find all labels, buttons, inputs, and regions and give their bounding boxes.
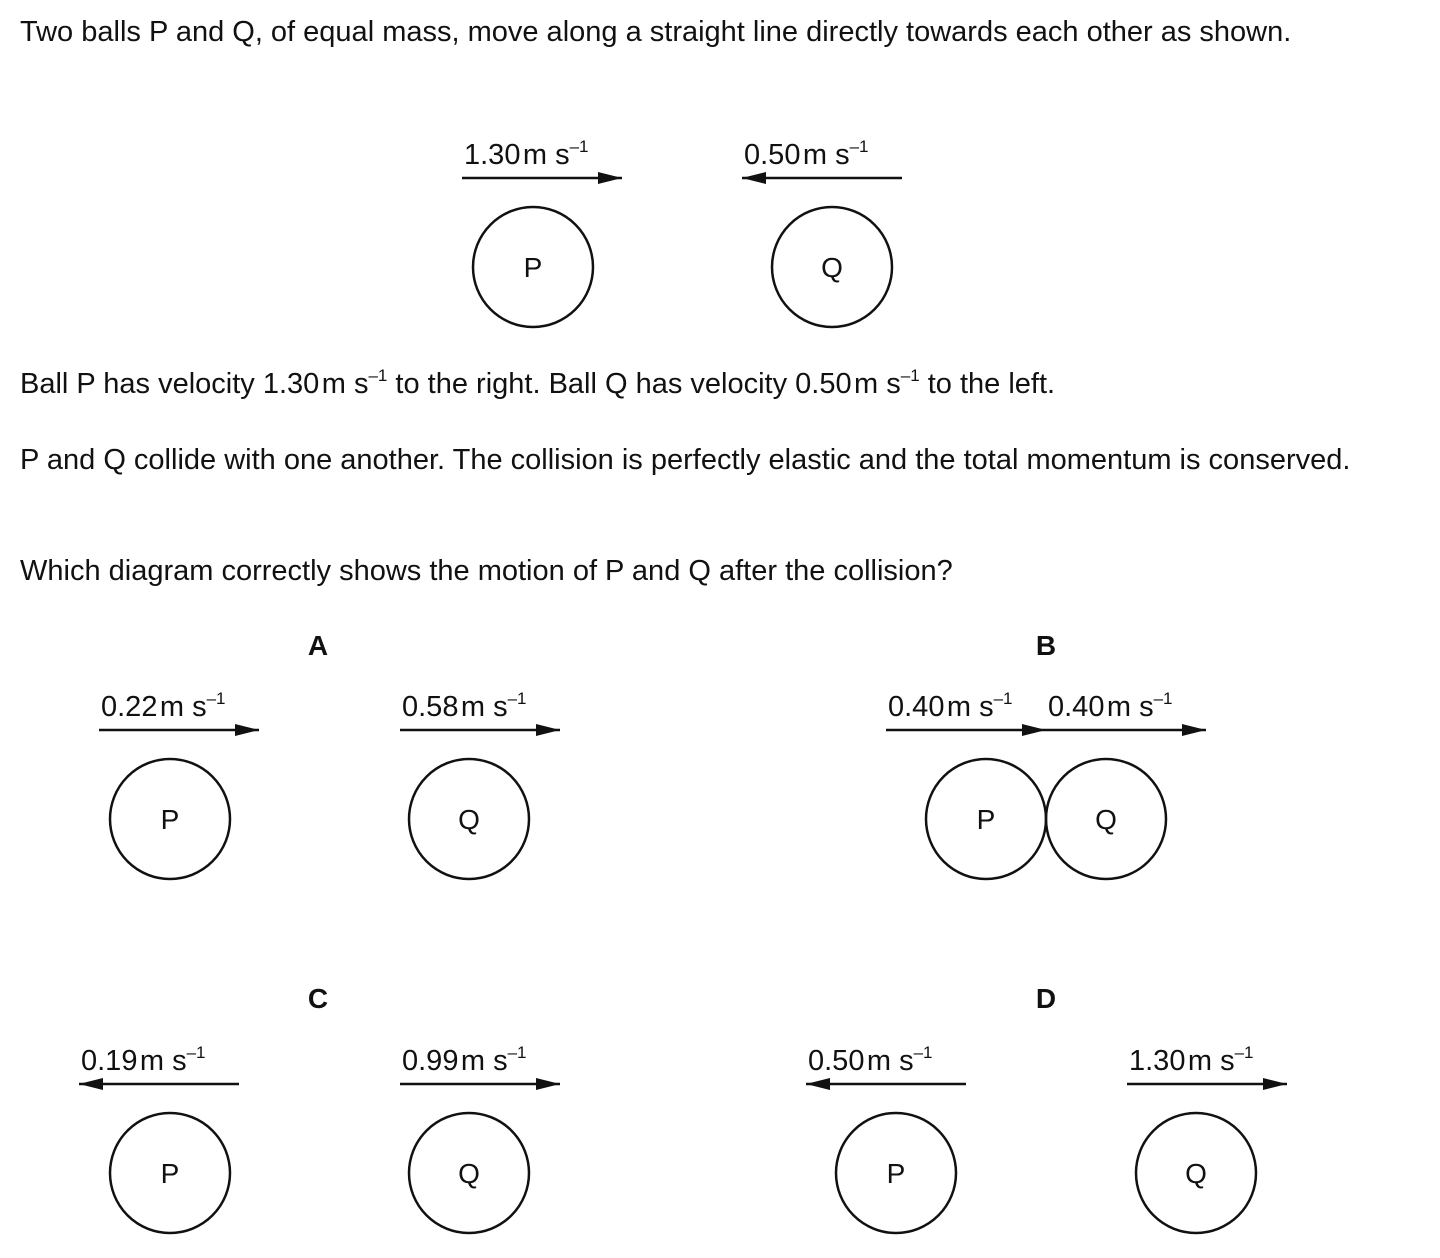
ball-before-q bbox=[742, 137, 902, 327]
ball-label-option-c-q: Q bbox=[458, 1158, 480, 1189]
ball-option-a-p bbox=[99, 689, 259, 879]
velocity-label-option-c-p: 0.19 m $s^{-1}$ bbox=[81, 1043, 206, 1077]
velocity-label-option-a-p: 0.22 m $s^{-1}$ bbox=[101, 689, 226, 723]
velocity-text-2: to the right. Ball Q has velocity 0.50 bbox=[387, 368, 852, 400]
ball-label-option-b-p: P bbox=[976, 804, 996, 835]
velocity-unit-b: m s bbox=[854, 368, 901, 400]
ball-label-option-c-p: P bbox=[160, 1158, 180, 1189]
question-prompt: Which diagram correctly shows the motion of P and Q after the collision? bbox=[20, 555, 953, 587]
ball-option-c-p bbox=[79, 1043, 239, 1233]
ball-label-option-a-q: Q bbox=[458, 804, 480, 835]
velocity-label-option-a-q: 0.58 m $s^{-1}$ bbox=[402, 689, 527, 723]
ball-option-a-q bbox=[400, 689, 560, 879]
velocity-label-option-c-q: 0.99 m $s^{-1}$ bbox=[402, 1043, 527, 1077]
ball-option-c-q bbox=[400, 1043, 560, 1233]
velocity-label-before-q: 0.50 m $s^{-1}$ bbox=[744, 137, 869, 171]
velocity-label-option-d-p: 0.50 m $s^{-1}$ bbox=[808, 1043, 933, 1077]
question-intro: Two balls P and Q, of equal mass, move along a straight line directly towards each other as shown. bbox=[20, 16, 1292, 48]
velocity-unit-a: m s bbox=[321, 368, 369, 400]
ball-label-before-p: P bbox=[523, 252, 543, 283]
ball-option-b-p bbox=[886, 689, 1046, 879]
velocity-label-option-b-q: 0.40 m $s^{-1}$ bbox=[1048, 689, 1173, 723]
ball-label-option-a-p: P bbox=[160, 804, 180, 835]
velocity-label-before-p: 1.30 m $s^{-1}$ bbox=[464, 137, 589, 171]
ball-option-d-p bbox=[806, 1043, 966, 1233]
collision-statement: P and Q collide with one another. The collision is perfectly elastic and the total momentum is conserved. bbox=[20, 444, 1351, 476]
velocity-text-3: to the left. bbox=[919, 368, 1056, 400]
ball-option-d-q bbox=[1127, 1043, 1287, 1233]
option-b-label: B bbox=[1035, 630, 1057, 661]
velocity-text-1: Ball P has velocity 1.30 bbox=[20, 368, 320, 400]
ball-label-option-d-p: P bbox=[886, 1158, 906, 1189]
option-a-label: A bbox=[307, 630, 329, 661]
option-c-label: C bbox=[307, 983, 329, 1014]
ball-before-p bbox=[462, 137, 622, 327]
velocity-exp-a: –1 bbox=[368, 366, 388, 385]
velocity-exp-b: –1 bbox=[900, 366, 920, 385]
ball-option-b-q bbox=[1046, 689, 1206, 879]
ball-label-before-q: Q bbox=[821, 252, 843, 283]
ball-label-option-b-q: Q bbox=[1095, 804, 1117, 835]
ball-label-option-d-q: Q bbox=[1185, 1158, 1207, 1189]
option-d-label: D bbox=[1035, 983, 1057, 1014]
velocity-label-option-d-q: 1.30 m $s^{-1}$ bbox=[1129, 1043, 1254, 1077]
velocity-label-option-b-p: 0.40 m $s^{-1}$ bbox=[888, 689, 1013, 723]
